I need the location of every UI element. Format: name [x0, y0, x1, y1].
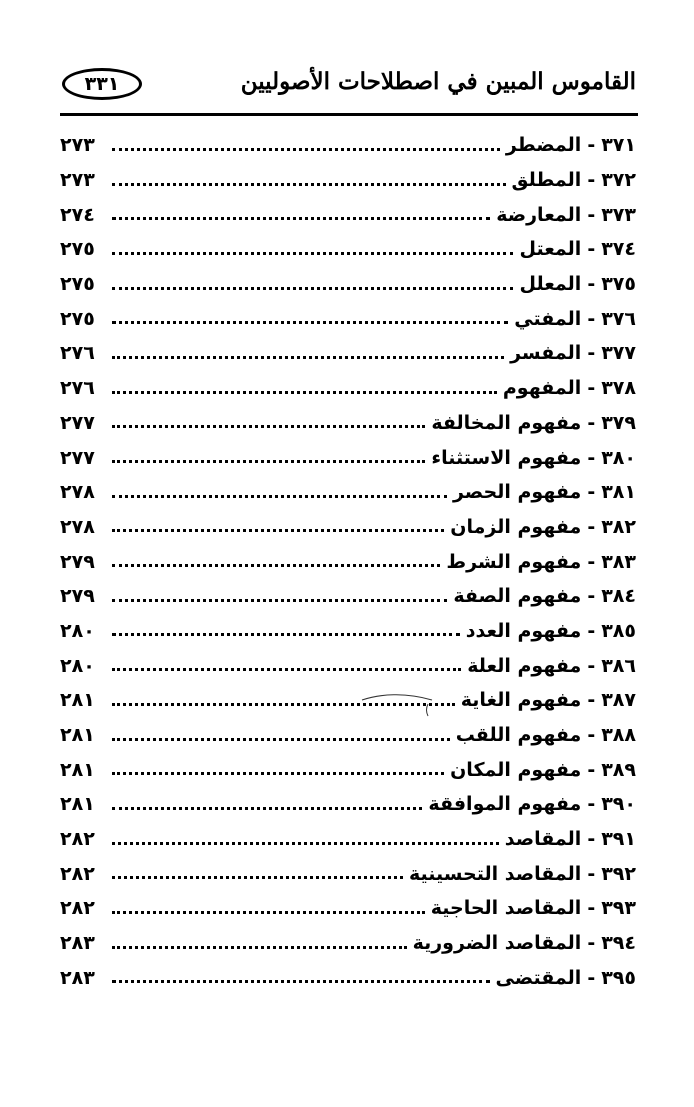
entry-dash: - [587, 411, 596, 434]
entry-dash: - [587, 203, 596, 226]
dot-leader [112, 807, 422, 810]
entry-dash: - [587, 828, 596, 851]
entry-page: ٢٨٣ [60, 966, 95, 989]
header-rule [60, 113, 638, 116]
entry-term: المقاصد الضرورية [412, 932, 582, 955]
entry-term: المفهوم [502, 377, 582, 400]
entry-number: ٣٧٢ [601, 169, 636, 192]
entry-number: ٣٨٤ [601, 585, 636, 608]
entry-page: ٢٨١ [60, 689, 95, 712]
dot-leader [112, 495, 447, 498]
entry-dash: - [587, 377, 596, 400]
dot-leader [112, 252, 513, 255]
entry-number: ٣٨٣ [601, 550, 636, 573]
toc-entry [60, 961, 636, 996]
page-number-badge: ٣٣١ [62, 68, 142, 100]
entry-term: المعلل [519, 273, 582, 296]
entry-page: ٢٧٧ [60, 411, 95, 434]
entry-page: ٢٧٩ [60, 550, 95, 573]
dot-leader [112, 772, 444, 775]
toc-entry [60, 856, 636, 891]
toc-entry [60, 752, 636, 787]
entry-page: ٢٧٨ [60, 481, 95, 504]
entry-dash: - [587, 689, 596, 712]
entry-page: ٢٧٥ [60, 273, 95, 296]
dot-leader [112, 564, 440, 567]
toc-entry [60, 718, 636, 753]
entry-dash: - [587, 550, 596, 573]
dot-leader [112, 287, 513, 290]
entry-term: المطلق [511, 169, 582, 192]
dot-leader [112, 599, 447, 602]
entry-page: ٢٨١ [60, 793, 95, 816]
entry-number: ٣٨١ [601, 481, 636, 504]
entry-term: مفهوم الصفة [453, 585, 582, 608]
entry-dash: - [587, 619, 596, 642]
entry-page: ٢٨٢ [60, 862, 95, 885]
dot-leader [112, 356, 504, 359]
dot-leader [112, 321, 508, 324]
entry-page: ٢٧٤ [60, 203, 95, 226]
entry-term: المضطر [505, 134, 582, 157]
entry-page: ٢٨٢ [60, 897, 95, 920]
dot-leader [112, 183, 506, 186]
toc-entry [60, 579, 636, 614]
toc-entry [60, 648, 636, 683]
entry-page: ٢٧٥ [60, 238, 95, 261]
dot-leader [112, 148, 500, 151]
entry-number: ٣٧٧ [601, 342, 636, 365]
toc-entry [60, 891, 636, 926]
entry-dash: - [587, 169, 596, 192]
dot-leader [112, 633, 460, 636]
entry-term: مفهوم الحصر [452, 481, 582, 504]
entry-dash: - [587, 793, 596, 816]
entry-number: ٣٩٣ [601, 897, 636, 920]
pen-mark [360, 688, 440, 718]
entry-page: ٢٧٧ [60, 446, 95, 469]
entry-page: ٢٨١ [60, 758, 95, 781]
entry-page: ٢٨١ [60, 724, 95, 747]
entry-number: ٣٧٩ [601, 411, 636, 434]
entry-dash: - [587, 342, 596, 365]
entry-term: المعارضة [496, 203, 582, 226]
dot-leader [112, 391, 497, 394]
entry-term: مفهوم المخالفة [431, 411, 582, 434]
toc-entry [60, 614, 636, 649]
toc-entry [60, 926, 636, 961]
entry-dash: - [587, 932, 596, 955]
toc-entry [60, 128, 636, 163]
entry-page: ٢٧٦ [60, 377, 95, 400]
entry-term: مفهوم المكان [450, 758, 582, 781]
entry-dash: - [587, 897, 596, 920]
entry-number: ٣٧٤ [601, 238, 636, 261]
entry-number: ٣٨٠ [601, 446, 636, 469]
entry-term: مفهوم العلة [467, 654, 582, 677]
entry-page: ٢٨٣ [60, 932, 95, 955]
entry-term: مفهوم الاستثناء [431, 446, 582, 469]
dot-leader [112, 425, 425, 428]
dot-leader [112, 876, 403, 879]
toc-entry [60, 336, 636, 371]
entry-number: ٣٧٥ [601, 273, 636, 296]
entry-page: ٢٧٦ [60, 342, 95, 365]
entry-dash: - [587, 654, 596, 677]
toc-entry [60, 406, 636, 441]
entry-term: مفهوم الشرط [446, 550, 582, 573]
entry-number: ٣٩٥ [601, 966, 636, 989]
entry-dash: - [587, 758, 596, 781]
entry-page: ٢٧٣ [60, 134, 95, 157]
entry-number: ٣٨٥ [601, 619, 636, 642]
entry-term: مفهوم الغاية [460, 689, 582, 712]
entry-dash: - [587, 307, 596, 330]
dot-leader [112, 217, 490, 220]
entry-number: ٣٨٦ [601, 654, 636, 677]
dot-leader [112, 529, 444, 532]
entry-page: ٢٨٠ [60, 654, 95, 677]
entry-term: المقاصد [504, 828, 582, 851]
entry-dash: - [587, 481, 596, 504]
entry-dash: - [587, 515, 596, 538]
toc-entry [60, 267, 636, 302]
entry-term: المقتضى [495, 966, 582, 989]
running-title: القاموس المبين في اصطلاحات الأصوليين [240, 68, 636, 95]
toc-entry [60, 475, 636, 510]
entry-number: ٣٩٤ [601, 932, 636, 955]
entry-number: ٣٧٨ [601, 377, 636, 400]
entry-term: المفتي [514, 307, 582, 330]
table-of-contents [60, 128, 636, 995]
dot-leader [112, 842, 499, 845]
entry-dash: - [587, 585, 596, 608]
toc-entry [60, 787, 636, 822]
toc-entry [60, 510, 636, 545]
toc-entry [60, 371, 636, 406]
entry-term: المعتل [519, 238, 582, 261]
dot-leader [112, 460, 425, 463]
entry-dash: - [587, 862, 596, 885]
entry-term: مفهوم الزمان [450, 515, 582, 538]
entry-dash: - [587, 724, 596, 747]
entry-dash: - [587, 238, 596, 261]
entry-number: ٣٧٣ [601, 203, 636, 226]
entry-number: ٣٩١ [601, 828, 636, 851]
entry-dash: - [587, 134, 596, 157]
entry-page: ٢٨٠ [60, 619, 95, 642]
entry-term: المفسر [510, 342, 582, 365]
toc-entry [60, 197, 636, 232]
entry-number: ٣٩٠ [601, 793, 636, 816]
entry-term: المقاصد الحاجية [430, 897, 582, 920]
entry-term: المقاصد التحسينية [408, 862, 582, 885]
entry-number: ٣٨٩ [601, 758, 636, 781]
entry-page: ٢٧٥ [60, 307, 95, 330]
dot-leader [112, 946, 407, 949]
dot-leader [112, 980, 490, 983]
toc-entry [60, 822, 636, 857]
entry-number: ٣٨٨ [601, 724, 636, 747]
entry-page: ٢٧٩ [60, 585, 95, 608]
entry-number: ٣٨٢ [601, 515, 636, 538]
toc-entry [60, 232, 636, 267]
toc-entry [60, 440, 636, 475]
toc-entry [60, 163, 636, 198]
entry-number: ٣٩٢ [601, 862, 636, 885]
entry-number: ٣٨٧ [601, 689, 636, 712]
entry-page: ٢٧٨ [60, 515, 95, 538]
running-header [60, 64, 636, 108]
dot-leader [112, 668, 461, 671]
entry-dash: - [587, 966, 596, 989]
toc-entry [60, 544, 636, 579]
entry-number: ٣٧١ [601, 134, 636, 157]
entry-term: مفهوم العدد [465, 619, 582, 642]
entry-page: ٢٨٢ [60, 828, 95, 851]
entry-dash: - [587, 273, 596, 296]
toc-entry [60, 683, 636, 718]
entry-term: مفهوم الموافقة [428, 793, 582, 816]
dot-leader [112, 738, 450, 741]
entry-page: ٢٧٣ [60, 169, 95, 192]
entry-term: مفهوم اللقب [455, 724, 582, 747]
entry-number: ٣٧٦ [601, 307, 636, 330]
entry-dash: - [587, 446, 596, 469]
toc-entry [60, 301, 636, 336]
dot-leader [112, 911, 425, 914]
